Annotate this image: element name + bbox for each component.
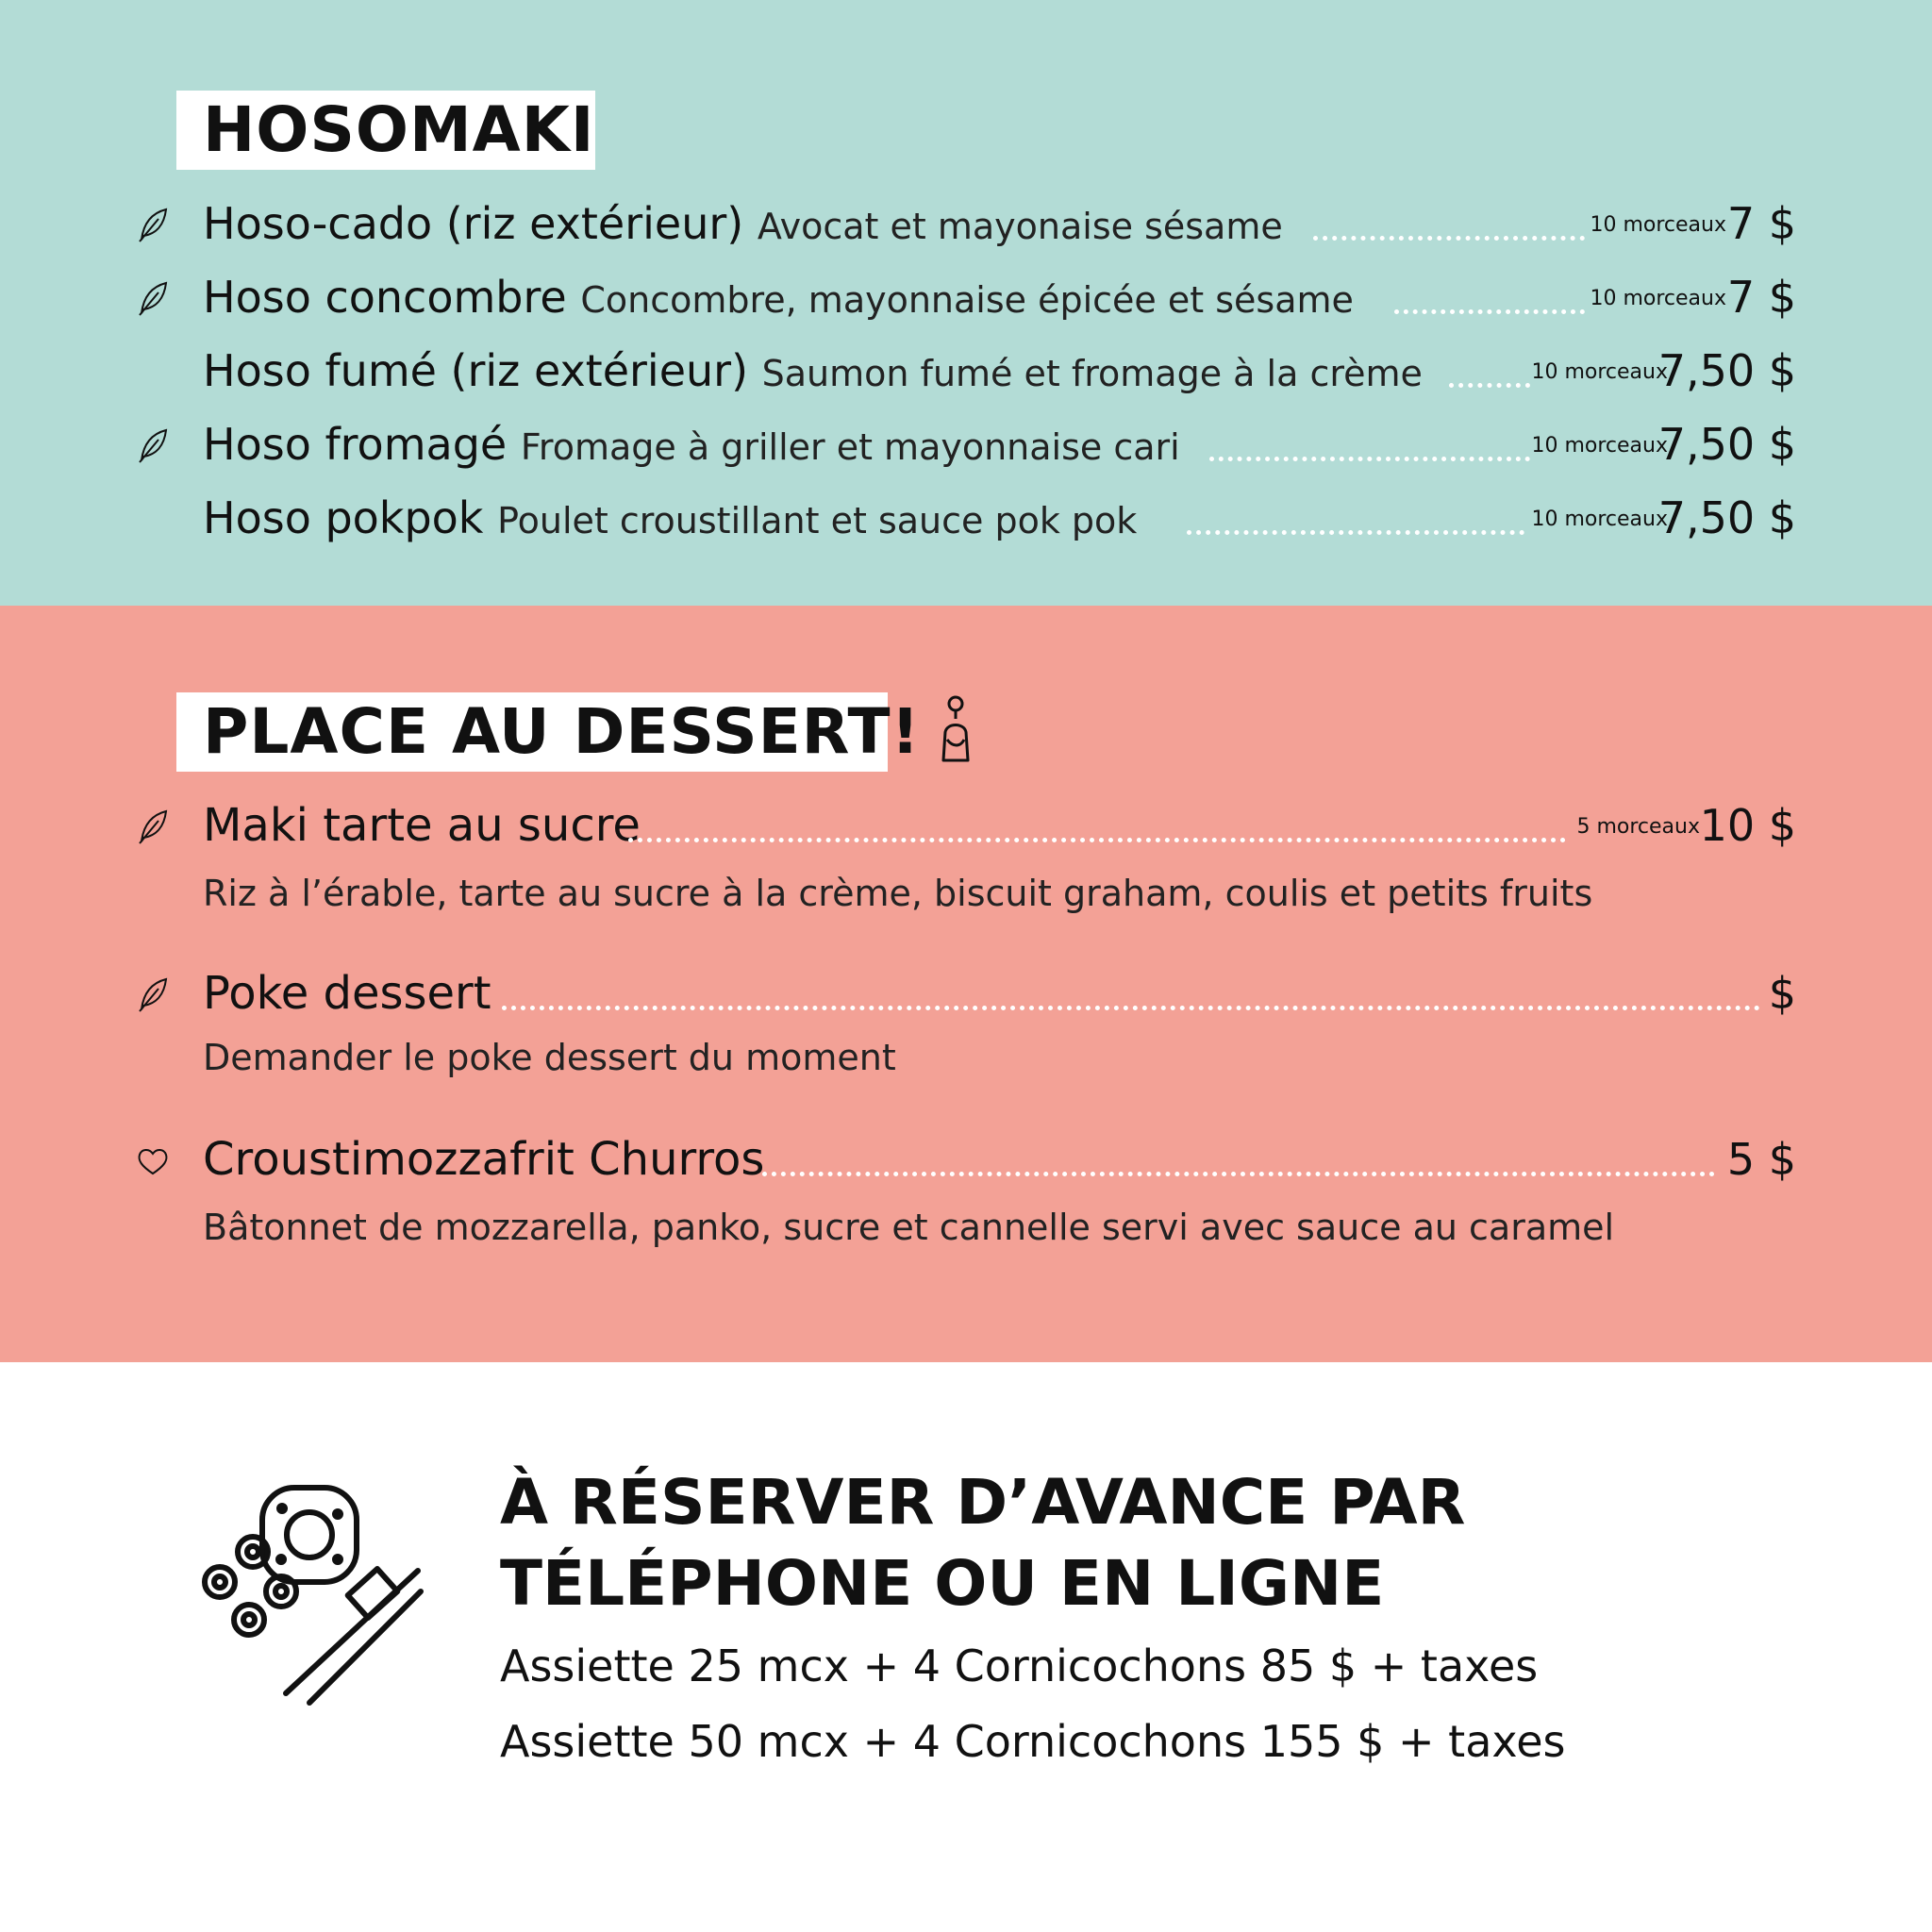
menu-item-hoso-fume xyxy=(0,338,1932,404)
item-quantity: 10 morceaux xyxy=(1531,434,1668,458)
dot-leader xyxy=(628,838,1566,842)
item-quantity: 5 morceaux xyxy=(1576,815,1700,839)
item-price: 7 $ xyxy=(1726,198,1796,249)
item-description: Avocat et mayonaise sésame xyxy=(757,206,1283,247)
item-description: Saumon fumé et fromage à la crème xyxy=(761,353,1423,394)
item-quantity: 10 morceaux xyxy=(1590,287,1726,310)
hosomaki-title: HOSOMAKI xyxy=(176,91,595,170)
dot-leader xyxy=(1187,530,1524,535)
menu-item-croustimozzafrit-churros xyxy=(0,1126,1932,1268)
dessert-figure-icon xyxy=(934,694,977,766)
item-name: Hoso fromagé xyxy=(203,419,508,470)
item-quantity: 10 morceaux xyxy=(1531,360,1668,384)
item-price: 10 $ xyxy=(1699,800,1796,851)
dot-leader xyxy=(502,1006,1760,1010)
item-description: Poulet croustillant et sauce pok pok xyxy=(497,500,1138,541)
reservation-offer: Assiette 50 mcx + 4 Cornicochons 155 $ + taxes xyxy=(500,1716,1566,1767)
menu-item-hoso-pokpok xyxy=(0,485,1932,551)
item-name: Croustimozzafrit Churros xyxy=(203,1133,765,1186)
reservation-heading-line1: À RÉSERVER D’AVANCE PAR xyxy=(500,1466,1466,1539)
dot-leader xyxy=(1449,383,1530,388)
item-name: Hoso-cado (riz extérieur) xyxy=(203,198,744,249)
dot-leader xyxy=(762,1172,1715,1176)
leaf-icon xyxy=(136,426,170,464)
item-price: 7,50 $ xyxy=(1657,419,1796,470)
heart-icon xyxy=(136,1143,170,1181)
item-description: Bâtonnet de mozzarella, panko, sucre et cannelle servi avec sauce au caramel xyxy=(203,1207,1615,1248)
item-description: Riz à l’érable, tarte au sucre à la crème, biscuit graham, coulis et petits fruits xyxy=(203,873,1593,914)
item-name: Hoso fumé (riz extérieur) xyxy=(203,345,749,396)
item-quantity: 10 morceaux xyxy=(1590,213,1726,237)
reservation-heading xyxy=(500,1462,1821,1624)
item-quantity: 10 morceaux xyxy=(1531,508,1668,531)
item-description: Fromage à griller et mayonnaise cari xyxy=(520,426,1180,468)
reservation-offer: Assiette 25 mcx + 4 Cornicochons 85 $ + taxes xyxy=(500,1641,1539,1691)
item-description: Demander le poke dessert du moment xyxy=(203,1037,896,1078)
item-price: 5 $ xyxy=(1726,1134,1796,1185)
item-price: 7,50 $ xyxy=(1657,345,1796,396)
leaf-icon xyxy=(136,808,170,845)
dot-leader xyxy=(1209,457,1530,461)
menu-item-maki-tarte-au-sucre xyxy=(0,792,1932,934)
sushi-icon xyxy=(196,1476,432,1712)
item-name: Maki tarte au sucre xyxy=(203,799,641,852)
item-description: Concombre, mayonnaise épicée et sésame xyxy=(580,279,1354,321)
item-price: 7 $ xyxy=(1726,272,1796,323)
item-name: Hoso concombre xyxy=(203,272,567,323)
leaf-icon xyxy=(136,279,170,317)
item-name: Poke dessert xyxy=(203,967,491,1020)
dot-leader xyxy=(1394,309,1585,314)
leaf-icon xyxy=(136,206,170,243)
menu-item-hoso-fromage xyxy=(0,411,1932,477)
item-price: 7,50 $ xyxy=(1657,492,1796,543)
menu-item-poke-dessert xyxy=(0,960,1932,1102)
menu-item-hoso-cado xyxy=(0,191,1932,257)
menu-item-hoso-concombre xyxy=(0,264,1932,330)
dessert-title: PLACE AU DESSERT! xyxy=(176,692,888,772)
leaf-icon xyxy=(136,975,170,1013)
dot-leader xyxy=(1313,236,1585,241)
item-name: Hoso pokpok xyxy=(203,492,484,543)
item-price: $ xyxy=(1768,968,1796,1019)
reservation-heading-line2: TÉLÉPHONE OU EN LIGNE xyxy=(500,1547,1385,1620)
